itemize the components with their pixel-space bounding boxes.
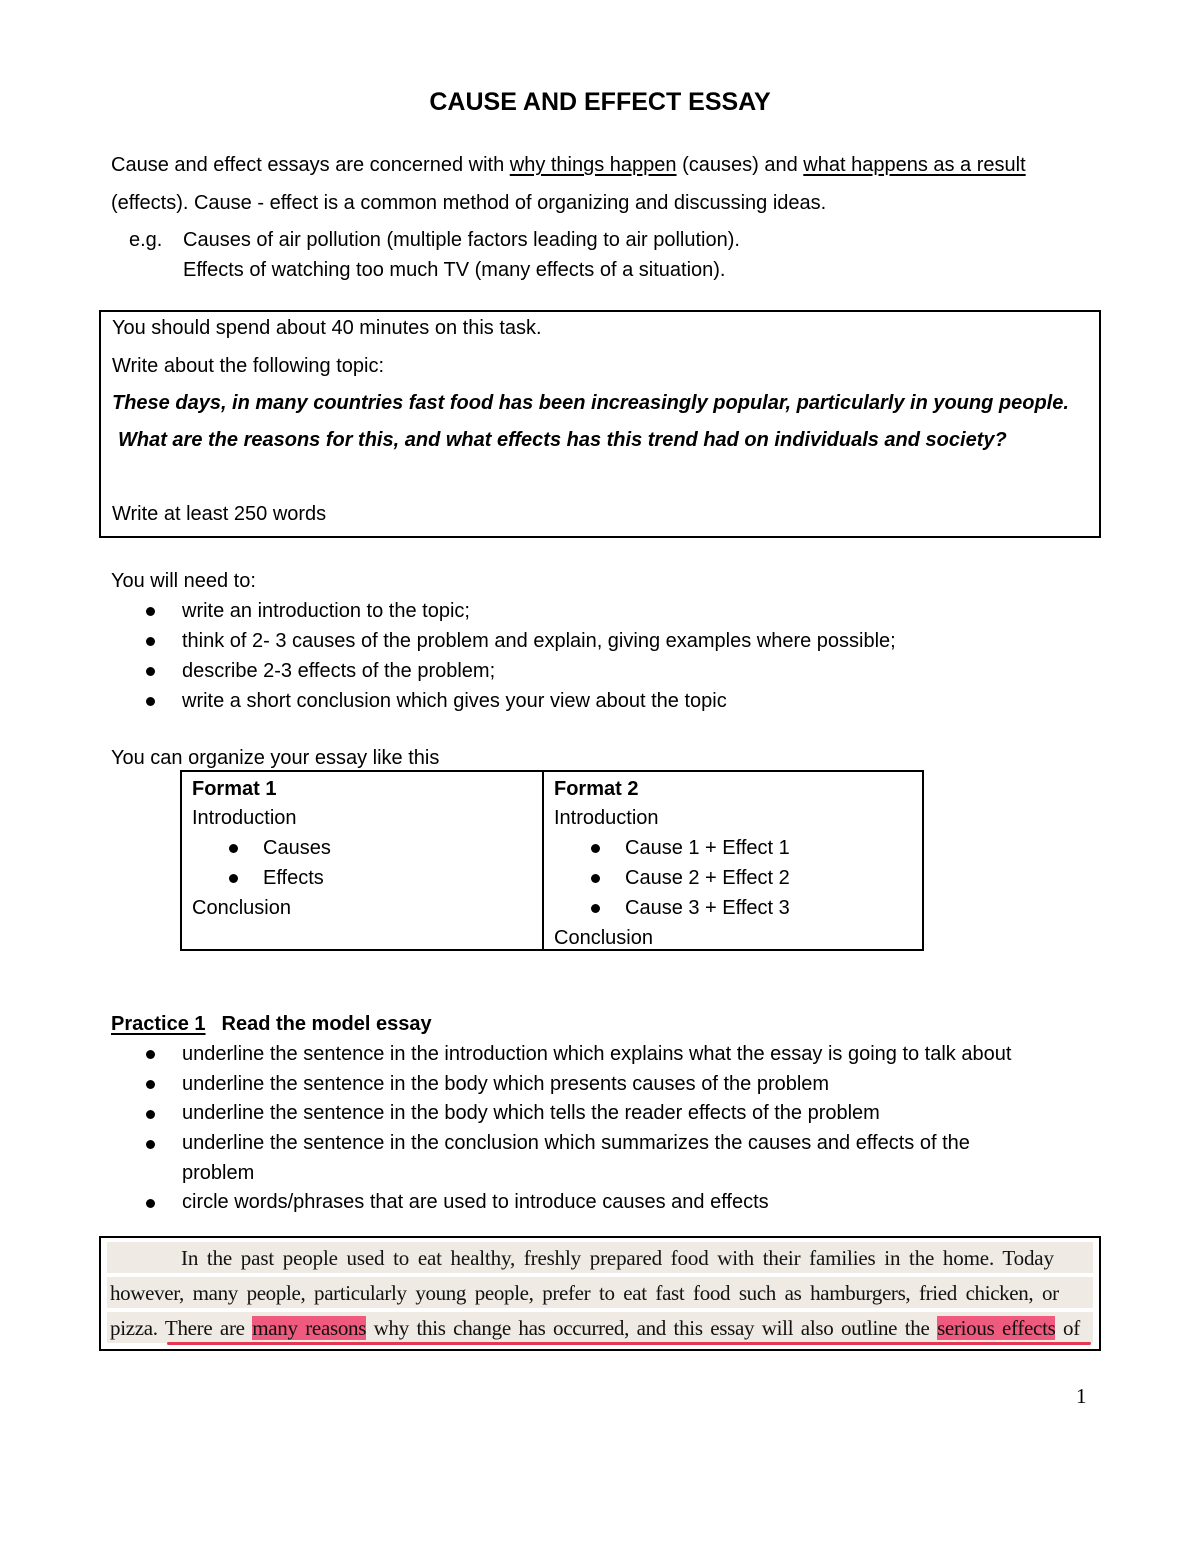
bullet-icon	[146, 1080, 155, 1089]
task-prompt-1: These days, in many countries fast food has been increasingly popular, particularly in young people.	[112, 392, 1069, 414]
list-item: underline the sentence in the introduction which explains what the essay is going to talk about	[182, 1043, 1012, 1065]
format-1-cell	[182, 772, 544, 949]
practice-label: Practice 1	[111, 1013, 206, 1035]
format-2-intro: Introduction	[554, 807, 659, 829]
bullet-icon	[591, 904, 600, 913]
task-instruction: Write about the following topic:	[112, 355, 385, 377]
bullet-icon	[146, 1199, 155, 1208]
essay-text: pizza.	[110, 1316, 165, 1340]
intro-text: (causes) and	[676, 154, 804, 176]
format-1-conclusion: Conclusion	[192, 897, 291, 919]
format-2-item: Cause 1 + Effect 1	[625, 837, 790, 859]
essay-text: There are	[164, 1316, 253, 1340]
underlined-phrase-why: why things happen	[509, 154, 677, 176]
bullet-icon	[146, 667, 155, 676]
example-label: e.g.	[129, 229, 163, 251]
practice-heading	[111, 1011, 432, 1037]
list-item: write a short conclusion which gives your view about the topic	[182, 690, 727, 712]
highlighted-phrase-many-reasons: many reasons	[252, 1316, 367, 1340]
highlighted-phrase-serious-effects: serious effects	[937, 1316, 1056, 1340]
essay-line-2: however, many people, particularly young people, prefer to eat fast food such as hamburgers, fried chicken, or	[110, 1281, 1059, 1305]
list-item: underline the sentence in the conclusion which summarizes the causes and effects of the	[182, 1132, 970, 1154]
format-1-item: Causes	[263, 837, 331, 859]
bullet-icon	[229, 874, 238, 883]
list-item: describe 2-3 effects of the problem;	[182, 660, 496, 682]
list-item: think of 2- 3 causes of the problem and explain, giving examples where possible;	[182, 630, 896, 652]
bullet-icon	[229, 844, 238, 853]
format-1-intro: Introduction	[192, 807, 297, 829]
intro-line-2: (effects). Cause - effect is a common method of organizing and discussing ideas.	[111, 192, 827, 214]
bullet-icon	[146, 637, 155, 646]
bullet-icon	[591, 874, 600, 883]
essay-line-1: In the past people used to eat healthy, freshly prepared food with their families in the home. Today	[181, 1246, 1054, 1270]
format-2-item: Cause 3 + Effect 3	[625, 897, 790, 919]
bullet-icon	[146, 1140, 155, 1149]
format-1-item: Effects	[263, 867, 324, 889]
intro-line-1	[111, 152, 1026, 178]
page-number: 1	[1076, 1384, 1087, 1408]
example-2: Effects of watching too much TV (many effects of a situation).	[183, 259, 726, 281]
list-item: write an introduction to the topic;	[182, 600, 470, 622]
essay-line-3	[110, 1315, 1080, 1341]
need-heading: You will need to:	[111, 570, 256, 592]
format-2-conclusion: Conclusion	[554, 927, 653, 949]
format-1-title: Format 1	[192, 778, 277, 800]
list-item: circle words/phrases that are used to introduce causes and effects	[182, 1191, 769, 1213]
list-item-continuation: problem	[182, 1162, 255, 1184]
task-time: You should spend about 40 minutes on this task.	[112, 317, 542, 339]
bullet-icon	[146, 607, 155, 616]
task-prompt-2: What are the reasons for this, and what effects has this trend had on individuals and society?	[118, 429, 1007, 451]
practice-task: Read the model essay	[221, 1013, 432, 1035]
example-1: Causes of air pollution (multiple factors leading to air pollution).	[183, 229, 740, 251]
red-underline-mark	[167, 1342, 1091, 1345]
list-item: underline the sentence in the body which tells the reader effects of the problem	[182, 1102, 880, 1124]
format-2-title: Format 2	[554, 778, 639, 800]
essay-text: of	[1055, 1316, 1080, 1340]
list-item: underline the sentence in the body which presents causes of the problem	[182, 1073, 830, 1095]
organize-heading: You can organize your essay like this	[111, 747, 440, 769]
task-box	[99, 310, 1101, 538]
format-table	[180, 770, 924, 951]
essay-text: why this change has occurred, and this essay will also outline the	[366, 1316, 938, 1340]
bullet-icon	[146, 1110, 155, 1119]
task-word-count: Write at least 250 words	[112, 503, 327, 525]
intro-text: Cause and effect essays are concerned with	[111, 154, 510, 176]
model-essay-box	[99, 1236, 1101, 1351]
page-title: CAUSE AND EFFECT ESSAY	[429, 88, 771, 116]
bullet-icon	[146, 1050, 155, 1059]
format-2-cell	[544, 772, 922, 949]
bullet-icon	[591, 844, 600, 853]
underlined-phrase-what: what happens as a result	[803, 154, 1026, 176]
format-2-item: Cause 2 + Effect 2	[625, 867, 790, 889]
bullet-icon	[146, 697, 155, 706]
